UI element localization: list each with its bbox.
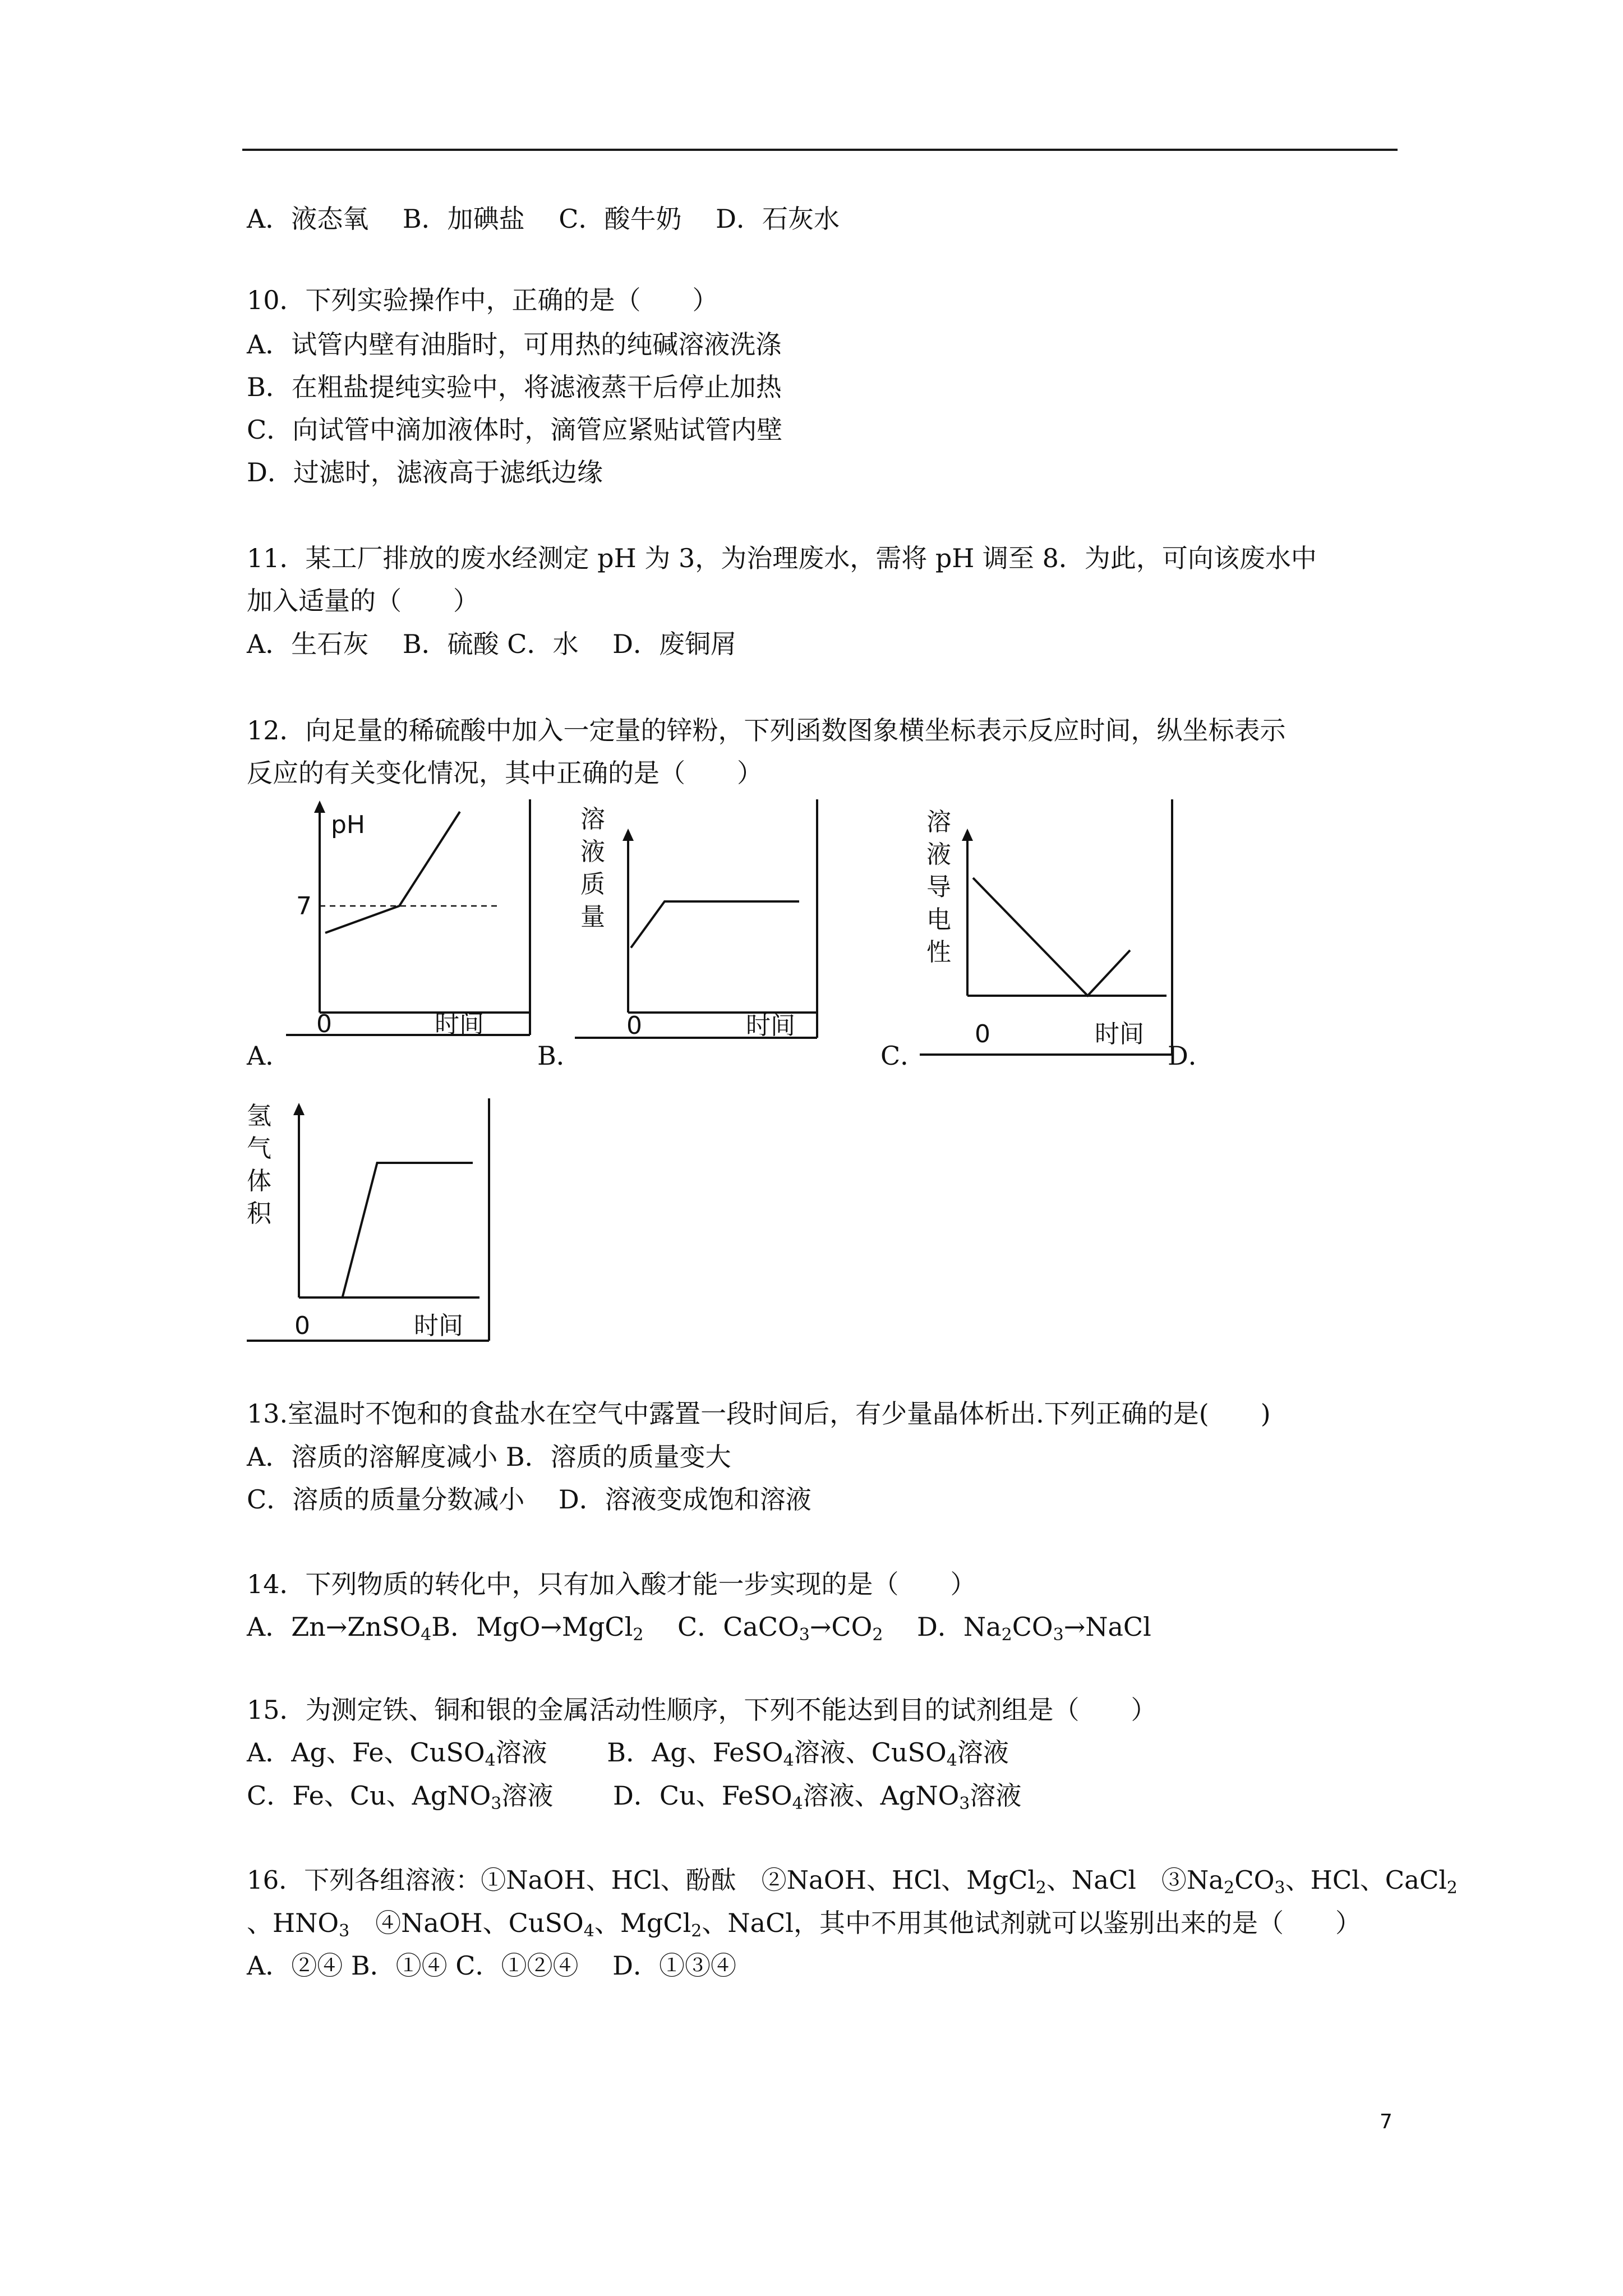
graph-d-y-label-3: 体 — [247, 1167, 271, 1195]
graph-b-y-arrow — [623, 829, 634, 841]
q16-text: 、NaCl，其中不用其他试剂就可以鉴别出来的是（ ） — [702, 1908, 1361, 1938]
graph-a — [286, 799, 533, 1041]
q15-options-ab — [247, 1736, 1009, 1769]
graph-c-origin: 0 — [975, 1020, 990, 1048]
q14-sub: 3 — [1053, 1625, 1064, 1645]
page-number: 7 — [1380, 2110, 1393, 2133]
graph-c-y-label-3: 导 — [926, 873, 951, 901]
graph-a-label: A． — [247, 1041, 292, 1071]
q13-options-ab: A．溶质的溶解度减小 B．溶质的质量变大 — [247, 1442, 731, 1472]
q16-stem-line1 — [247, 1864, 1458, 1897]
q16-text: 、NaCl ③Na — [1046, 1865, 1224, 1895]
q14-stem: 14．下列物质的转化中，只有加入酸才能一步实现的是（ ） — [247, 1569, 976, 1599]
q12-stem-line1: 12．向足量的稀硫酸中加入一定量的锌粉，下列函数图象横坐标表示反应时间，纵坐标表示 — [247, 715, 1286, 746]
graph-c-y-label-4: 电 — [926, 905, 951, 934]
graph-d-y-label-1: 氢 — [247, 1102, 271, 1130]
q14-option-d-mid: CO — [1012, 1612, 1053, 1642]
q14-sub: 2 — [633, 1625, 644, 1645]
q15-sub: 4 — [485, 1751, 496, 1770]
graph-d-y-label-4: 积 — [247, 1199, 271, 1228]
q15-sub: 4 — [946, 1751, 957, 1770]
q16-sub: 4 — [583, 1921, 594, 1941]
graph-c-y-label-5: 性 — [926, 938, 951, 967]
q15-sub: 3 — [959, 1794, 970, 1814]
q16-sub: 2 — [691, 1921, 702, 1941]
q15-option-d-tail: 溶液 — [970, 1780, 1022, 1811]
q16-text: 、HCl、CaCl — [1285, 1865, 1447, 1895]
graph-b-x-label: 时间 — [746, 1011, 795, 1040]
q14-option-c: C．CaCO — [677, 1612, 799, 1642]
graph-b-y-label-4: 量 — [580, 903, 605, 931]
q15-stem: 15．为测定铁、铜和银的金属活动性顺序，下列不能达到目的试剂组是（ ） — [247, 1695, 1157, 1725]
q10-option-b: B．在粗盐提纯实验中，将滤液蒸干后停止加热 — [247, 372, 782, 402]
graph-d-origin: 0 — [294, 1312, 310, 1340]
graph-d-hydrogen-curve — [299, 1163, 473, 1297]
q9-options: A．液态氧 B．加碘盐 C．酸牛奶 D．石灰水 — [247, 204, 840, 234]
q16-sub: 3 — [1274, 1878, 1285, 1898]
q15-sub: 4 — [792, 1794, 803, 1814]
q14-option-c-tail: →CO — [809, 1612, 873, 1642]
q14-options — [247, 1610, 1151, 1644]
q16-text: 、MgCl — [594, 1908, 691, 1938]
q14-option-b: B．MgO→MgCl — [431, 1612, 633, 1642]
q15-option-d: D．Cu、FeSO — [613, 1780, 792, 1811]
graph-b — [575, 799, 822, 1041]
graph-a-ref-label: 7 — [296, 892, 312, 921]
q10-option-a: A．试管内壁有油脂时，可用热的纯碱溶液洗涤 — [247, 329, 782, 360]
graph-b-label: B． — [537, 1041, 582, 1071]
graph-d-x-label: 时间 — [414, 1312, 463, 1340]
q14-option-d: D．Na — [917, 1612, 1002, 1642]
graph-b-origin: 0 — [626, 1011, 642, 1040]
q16-options: A．②④ B．①④ C．①②④ D．①③④ — [247, 1950, 736, 1981]
q15-option-a: A．Ag、Fe、CuSO — [247, 1737, 485, 1768]
graph-b-y-label-3: 质 — [580, 870, 605, 899]
q14-sub: 3 — [799, 1625, 810, 1645]
graph-a-x-label: 时间 — [435, 1010, 484, 1038]
graph-c-conductivity-curve — [973, 878, 1130, 996]
q16-stem-line2 — [247, 1906, 1361, 1940]
q16-sub: 2 — [1446, 1878, 1458, 1898]
q13-options-cd: C．溶质的质量分数减小 D．溶液变成饱和溶液 — [247, 1484, 811, 1515]
q16-sub: 2 — [1224, 1878, 1235, 1898]
q11-stem-line1: 11．某工厂排放的废水经测定 pH 为 3，为治理废水，需将 pH 调至 8．为此，可向该废水中 — [247, 543, 1317, 573]
q16-text: 16．下列各组溶液：①NaOH、HCl、酚酞 ②NaOH、HCl、MgCl — [247, 1865, 1036, 1895]
q16-text: ④NaOH、CuSO — [349, 1908, 584, 1938]
q15-sub: 4 — [783, 1751, 794, 1770]
q14-sub: 2 — [1001, 1625, 1012, 1645]
q10-option-d: D．过滤时，滤液高于滤纸边缘 — [247, 457, 603, 487]
graph-b-mass-curve — [631, 901, 799, 948]
q15-option-b: B．Ag、FeSO — [607, 1737, 783, 1768]
q16-text: CO — [1234, 1865, 1275, 1895]
graph-d-y-label-2: 气 — [247, 1134, 271, 1163]
q14-option-a: A．Zn→ZnSO — [247, 1612, 421, 1642]
q14-option-d-tail: →NaCl — [1063, 1612, 1151, 1642]
q16-sub: 3 — [339, 1921, 350, 1941]
q15-option-a-tail: 溶液 — [495, 1737, 547, 1768]
q15-option-c-tail: 溶液 — [501, 1780, 554, 1811]
graph-b-y-label-2: 液 — [580, 838, 605, 866]
graph-a-y-arrow — [314, 800, 325, 813]
header-rule — [242, 149, 1398, 151]
q16-sub: 2 — [1035, 1878, 1046, 1898]
graph-c-y-label-2: 液 — [926, 840, 951, 869]
graph-c-y-label-1: 溶 — [926, 808, 951, 836]
q15-option-c: C．Fe、Cu、AgNO — [247, 1780, 491, 1811]
graph-d — [247, 1098, 494, 1345]
q15-option-b-mid: 溶液、CuSO — [794, 1737, 947, 1768]
q12-stem-line2: 反应的有关变化情况，其中正确的是（ ） — [247, 758, 763, 788]
q15-option-b-tail: 溶液 — [957, 1737, 1009, 1768]
q15-option-d-mid: 溶液、AgNO — [803, 1780, 960, 1811]
q15-sub: 3 — [491, 1794, 502, 1814]
q11-options: A．生石灰 B．硫酸 C．水 D．废铜屑 — [247, 629, 736, 659]
q11-stem-line2: 加入适量的（ ） — [247, 586, 479, 616]
graph-c-label: C． — [880, 1041, 926, 1071]
graph-c — [920, 799, 1178, 1057]
graph-c-y-arrow — [962, 829, 973, 841]
graph-d-y-arrow — [293, 1103, 305, 1115]
q16-text: 、HNO — [247, 1908, 339, 1938]
graph-c-x-label: 时间 — [1095, 1020, 1144, 1048]
graph-a-origin: 0 — [316, 1010, 332, 1038]
q14-sub: 2 — [872, 1625, 883, 1645]
graph-d-label: D． — [1168, 1041, 1214, 1071]
q13-stem: 13.室温时不饱和的食盐水在空气中露置一段时间后，有少量晶体析出.下列正确的是( ) — [247, 1398, 1271, 1429]
graph-b-y-label-1: 溶 — [580, 805, 605, 834]
q10-option-c: C．向试管中滴加液体时，滴管应紧贴试管内壁 — [247, 415, 783, 445]
graph-a-y-label: pH — [331, 811, 366, 839]
q15-options-cd — [247, 1779, 1021, 1812]
q10-stem: 10．下列实验操作中，正确的是（ ） — [247, 285, 718, 315]
q14-sub: 4 — [421, 1625, 432, 1645]
